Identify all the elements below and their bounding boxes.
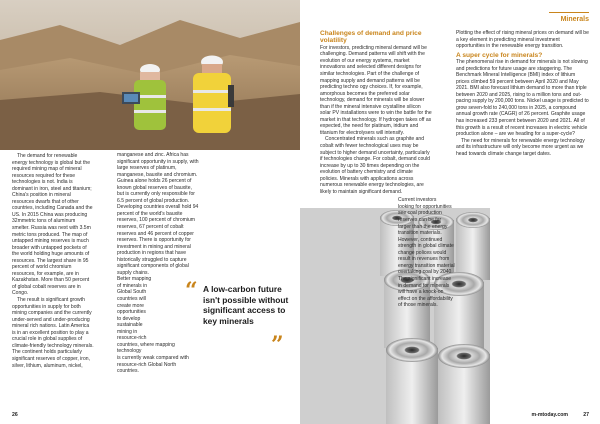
narrow-line: reserves can be far — [398, 217, 442, 224]
narrow-line: sustainable — [117, 322, 143, 329]
narrow-line: result in revenues from — [398, 256, 450, 263]
left-col1-para-2: The result is significant growth opportunities in supply for both mining companies and the currently under-served and under-producing mineral rich nations. Latin America is in an excellent position to play a crucial role in global supplies of climate-friendly technology minerals. The continent holds particularly significant reserves of copper, iron, silver, lithium, aluminum, nickel, — [12, 297, 94, 369]
narrow-line: opportunities — [117, 309, 146, 316]
close-quote-icon: ” — [271, 332, 284, 358]
narrow-line: larger than the energy — [398, 223, 448, 230]
site-name[interactable]: m-mtoday.com — [531, 412, 568, 418]
narrow-line: Current investors — [398, 197, 437, 204]
right-col1-para-2: Concentrated minerals such as graphite and cobalt with fewer technological uses may be subject to higher demand uncertainty, particularly if technologies change. For cobalt, demand could increase by up to 30 times depending on the evolution of battery chemistry and climate policies. Minerals with applications across numerous renewable energy technologies, are likely to maintain significant demand. — [320, 136, 430, 195]
mining-workers-photo — [0, 0, 300, 150]
narrow-line: create more — [117, 302, 144, 309]
narrow-line: overtaking coal by 2040. — [398, 269, 453, 276]
right-col2-para-2: The need for minerals for renewable energy technology and its infrastructure will only become more urgent as we head towards climate change target dates. — [456, 137, 585, 157]
narrow-line: mining in — [117, 328, 138, 335]
heading-demand-volatility: Challenges of demand and price volatility — [320, 30, 422, 45]
right-col2-intro: Plotting the effect of rising mineral prices on demand will be a key element in predicting mineral investment opportunities in the renewable energy transition. — [456, 30, 589, 50]
narrow-line: of minerals in — [117, 282, 148, 289]
left-col-2 — [117, 152, 199, 375]
page-number-left: 26 — [12, 412, 18, 418]
coil-row-front — [386, 338, 490, 424]
narrow-line: to develop — [117, 315, 141, 322]
narrow-line: countries will — [117, 296, 146, 303]
section-label: Minerals — [560, 16, 589, 23]
narrow-line: However, continued — [398, 236, 443, 243]
page-number-right: 27 — [583, 412, 589, 418]
narrow-line: countries, where mapping technology — [117, 341, 175, 355]
narrow-line: resource-rich Global North countries. — [117, 361, 177, 375]
left-col2-para-1: manganese and zinc. Africa has significant opportunity in supply, with large reserves of platinum, manganese, bauxite and chromium. Guinea alone holds 26 percent of known global reserves of bauxite, but is currently only responsible for 6.5 percent of global production. Developing countries overall hold 94 percent of the world's bauxite reserves, 100 percent of chromium reserves, 67 percent of cobalt reserves and 46 percent of copper reserves. There is opportunity for investment in mining and mineral production in regions that have historically struggled to capture significant components of global supply chains. — [117, 152, 199, 276]
narrow-line: change polices would — [398, 249, 447, 256]
pull-quote-text: A low-carbon future isn't possible without significant access to key minerals — [203, 284, 289, 326]
narrow-line: effect on the affordability — [398, 295, 453, 302]
narrow-line: of those minerals. — [398, 302, 438, 309]
right-col-1 — [320, 30, 455, 309]
left-col1-para-1: The demand for renewable energy technology is global but the required mining map of mineral resources required for these technologies is not. India is dominant in iron, steel and titanium; China's position in mineral resources dwarfs that of other countries, including Canada and the US. In 2015 China was producing 32mmetric tons of aluminum smelter. Russia was next with 3.5m metric tons produced. The map of untapped mining reserves is much broader with untapped pockets of the world holding huge amounts of resources. The largest share in 95 percent of world chromium resources, for example, are in Kazakhstan. More than 50 percent of global cobalt reserves are in Congo. — [12, 153, 93, 297]
narrow-line: is currently weak compared with — [117, 354, 189, 361]
right-page — [300, 0, 600, 424]
right-col1-narrow-block — [398, 197, 468, 308]
section-rule — [549, 12, 589, 13]
narrow-line: resource-rich — [117, 335, 147, 342]
right-col-2 — [456, 30, 590, 157]
narrow-line: will have a knock-on — [398, 289, 444, 296]
narrow-line: transition materials. — [398, 230, 442, 237]
narrow-line: strength in global climate — [398, 243, 454, 250]
narrow-line: Better mapping — [117, 276, 152, 283]
narrow-line: The significant increase — [398, 275, 452, 282]
open-quote-icon: “ — [185, 278, 198, 304]
left-col-1 — [12, 153, 94, 369]
left-col2-narrow-block — [117, 276, 179, 341]
narrow-line: see coal production — [398, 210, 442, 217]
narrow-line: in demand for minerals — [398, 282, 450, 289]
right-col1-para-1: For investors, predicting mineral demand will be challenging. Demand patterns will shift with the evolution of our energy systems, market innovations and selected different designs for similar technologies. Part of the challenge of mapping supply and demand patterns will be predicting techno ogy choices. If, for example, amorphous becomes the preferred solar technology, demand for minerals will be slower than if the mineral intensive crystalline silicon solar PV installations were to win the battle for the market in that technology. If hydrogen takes off as expected, the need for platinum, iridium and titanium for electrolysers will intensify. — [320, 44, 432, 136]
heading-super-cycle: A super cycle for minerals? — [456, 51, 543, 59]
narrow-line: energy transition material — [398, 262, 455, 269]
narrow-line: Global South — [117, 289, 147, 296]
mining-workers-illustration — [0, 0, 300, 150]
right-col2-para-1: The phenomenal rise in demand for minerals is not slowing and predictions for future usage are staggering. The Benchmark Mineral Intelligence (BMI) index of lithium prices climbed 59 percent between April 2020 and May 2021. BMI also forecast lithium demand to more than triple between 2020 and 2025, rising to a million tons and out-pacing supply by 200,000 tons. Nickel usage is predicted to grow seven-fold to 240,000 tons in 2025, a compound annual growth rate (CAGR) of 26 percent. Graphite usage has increased 233 percent between 2020 and 2021. All of this growth is a result of recent increases in electric vehicle production alone – are we heading for a super-cycle? — [456, 59, 589, 138]
narrow-line: looking for opportunities — [398, 203, 452, 210]
